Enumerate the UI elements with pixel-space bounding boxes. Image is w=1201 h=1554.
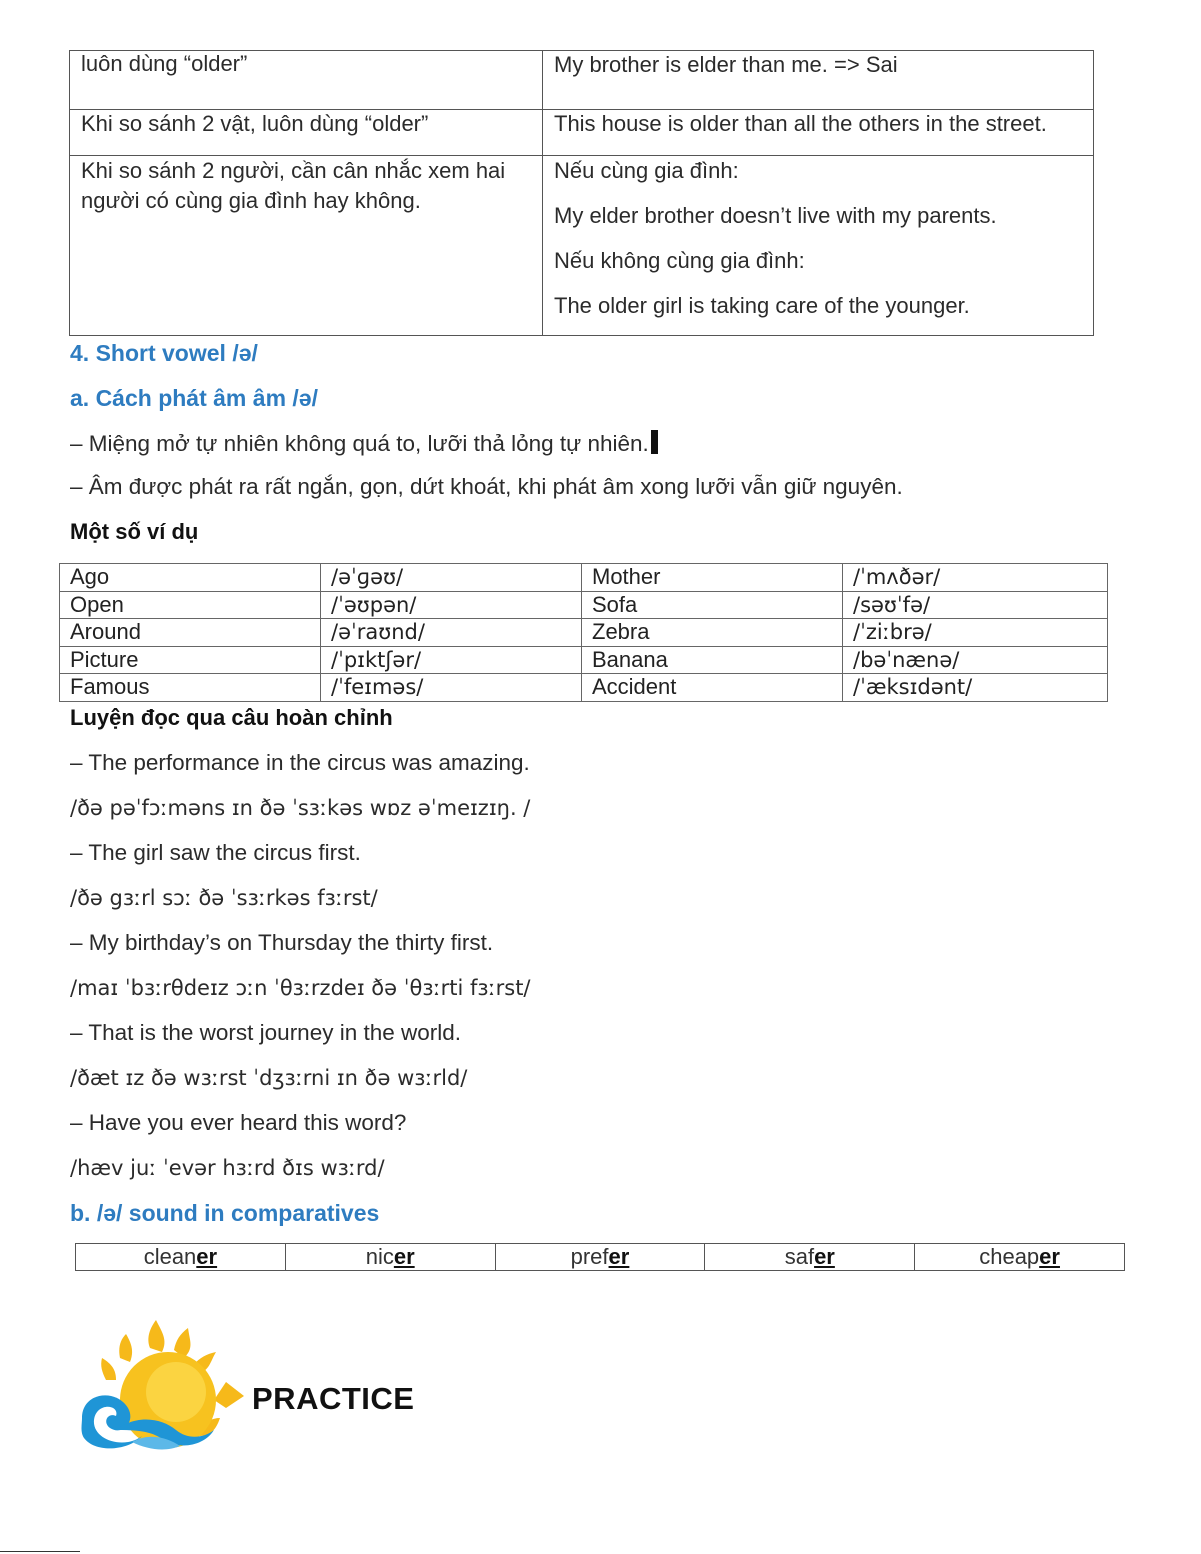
example-row	[60, 646, 1108, 674]
sentence-3: – My birthday’s on Thursday the thirty first.	[70, 930, 494, 955]
family-different-label: Nếu không cùng gia đình:	[554, 248, 805, 273]
sentence-5-ipa: /hæv juː ˈevər hɜːrd ðɪs wɜːrd/	[70, 1156, 385, 1180]
example-word: Picture	[60, 646, 321, 674]
family-same-label: Nếu cùng gia đình:	[554, 158, 739, 183]
rules-row-3-left: Khi so sánh 2 người, cần cân nhắc xem hai người có cùng gia đình hay không.	[70, 156, 543, 336]
example-word: Famous	[60, 674, 321, 702]
example-ipa: /bəˈnænə/	[843, 646, 1108, 674]
example-word: Open	[60, 591, 321, 619]
rules-row-2-left: Khi so sánh 2 vật, luôn dùng “older”	[70, 110, 543, 156]
bullet-1	[70, 430, 658, 457]
sentence-2: – The girl saw the circus first.	[70, 840, 361, 865]
comparative-suffix: er	[1039, 1244, 1060, 1269]
sun-wave-icon	[76, 1318, 256, 1453]
comparative-stem: cheap	[979, 1244, 1040, 1269]
comparative-suffix: er	[608, 1244, 630, 1269]
bullet-2: – Âm được phát ra rất ngắn, gọn, dứt khoát, khi phát âm xong lưỡi vẫn giữ nguyên.	[70, 474, 903, 499]
example-row	[60, 591, 1108, 619]
sentence-1: – The performance in the circus was amazing.	[70, 750, 530, 775]
example-word: Ago	[60, 564, 321, 592]
example-ipa: /ˈæksɪdənt/	[843, 674, 1108, 702]
example-ipa: /ˈpɪktʃər/	[321, 646, 582, 674]
example-word: Accident	[582, 674, 843, 702]
sentence-3-ipa: /maɪ ˈbɜːrθdeɪz ɔːn ˈθɜːrzdeɪ ðə ˈθɜːrti fɜːrst/	[70, 976, 531, 1000]
example-ipa: /səʊˈfə/	[843, 591, 1108, 619]
comparative-suffix: er	[393, 1244, 415, 1269]
rules-row-2	[70, 110, 1094, 156]
example-word: Sofa	[582, 591, 843, 619]
rules-row-2-right: This house is older than all the others in the street.	[543, 110, 1094, 156]
family-same-example: My elder brother doesn’t live with my parents.	[554, 203, 997, 228]
rules-row-1-right: My brother is elder than me. => Sai	[543, 51, 1094, 110]
rules-row-1	[70, 51, 1094, 110]
example-ipa: /əˈraʊnd/	[321, 619, 582, 647]
comparative-word	[915, 1244, 1125, 1271]
sentence-4-ipa: /ðæt ɪz ðə wɜːrst ˈdʒɜːrni ɪn ðə wɜːrld/	[70, 1066, 468, 1090]
practice-reading-heading: Luyện đọc qua câu hoàn chỉnh	[70, 705, 393, 730]
older-elder-rules-table	[69, 50, 1094, 336]
example-row	[60, 674, 1108, 702]
comparatives-row	[76, 1244, 1125, 1271]
rules-row-3	[70, 156, 1094, 336]
comparative-stem: saf	[784, 1244, 815, 1269]
examples-heading: Một số ví dụ	[70, 519, 199, 544]
comparative-stem: nic	[365, 1244, 394, 1269]
examples-table	[59, 563, 1108, 702]
text-cursor	[651, 430, 658, 454]
rules-row-3-right	[543, 156, 1094, 336]
comparatives-table	[75, 1243, 1125, 1271]
section-4-title: 4. Short vowel /ə/	[70, 340, 258, 366]
family-different-example: The older girl is taking care of the younger.	[554, 293, 970, 318]
footer-rule	[0, 1551, 80, 1552]
example-ipa: /ˈəʊpən/	[321, 591, 582, 619]
example-row	[60, 619, 1108, 647]
comparative-word	[285, 1244, 495, 1271]
sentence-1-ipa: /ðə pəˈfɔːməns ɪn ðə ˈsɜːkəs wɒz əˈmeɪzɪŋ. /	[70, 796, 531, 820]
practice-label: PRACTICE	[252, 1381, 415, 1416]
comparative-word	[495, 1244, 705, 1271]
example-ipa: /ˈmʌðər/	[843, 564, 1108, 592]
example-word: Around	[60, 619, 321, 647]
subsection-b-title: b. /ə/ sound in comparatives	[70, 1200, 380, 1226]
sentence-2-ipa: /ðə gɜːrl sɔː ðə ˈsɜːrkəs fɜːrst/	[70, 886, 378, 910]
example-row	[60, 564, 1108, 592]
example-ipa: /ˈfeɪməs/	[321, 674, 582, 702]
comparative-stem: clean	[143, 1244, 197, 1269]
comparative-word	[76, 1244, 286, 1271]
example-ipa: /ˈziːbrə/	[843, 619, 1108, 647]
rules-row-1-left: luôn dùng “older”	[70, 51, 543, 110]
comparative-word	[705, 1244, 915, 1271]
sentence-4: – That is the worst journey in the world.	[70, 1020, 462, 1045]
comparative-stem: pref	[570, 1244, 609, 1269]
comparative-suffix: er	[814, 1244, 835, 1269]
example-word: Zebra	[582, 619, 843, 647]
example-word: Banana	[582, 646, 843, 674]
comparative-suffix: er	[196, 1244, 218, 1269]
example-word: Mother	[582, 564, 843, 592]
bullet-1-text: – Miệng mở tự nhiên không quá to, lưỡi thả lỏng tự nhiên.	[70, 431, 649, 456]
example-ipa: /əˈɡəʊ/	[321, 564, 582, 592]
subsection-a-title: a. Cách phát âm âm /ə/	[70, 385, 318, 411]
sentence-5: – Have you ever heard this word?	[70, 1110, 407, 1135]
